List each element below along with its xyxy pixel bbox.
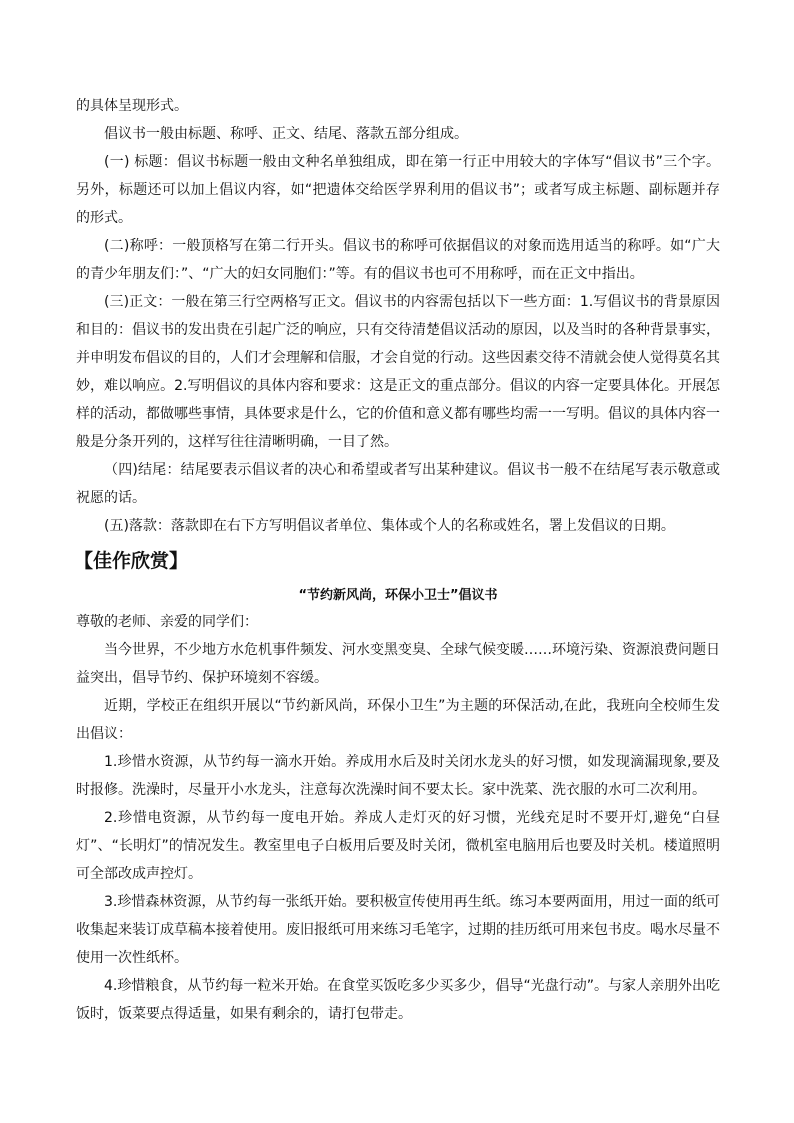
essay-paragraph-4: 2.珍惜电资源，从节约每一度电开始。养成人走灯灭的好习惯，光线充足时不要开灯,避免“白昼灯”、“长明灯”的情况发生。教室里电子白板用后要及时关闭，微机室电脑用后也要及时关机。楼道照明可全部改成声控灯。 xyxy=(76,810,720,882)
intro-ending-part: （四)结尾：结尾要表示倡议者的决心和希望或者写出某种建议。倡议书一般不在结尾写表示敬意或祝愿的话。 xyxy=(76,462,720,506)
intro-continuation: 的具体呈现形式。 xyxy=(76,98,188,114)
essay-salutation: 尊敬的老师、亲爱的同学们： xyxy=(76,614,258,630)
intro-salutation-part: (二)称呼：一般顶格写在第二行开头。倡议书的称呼可依据倡议的对象而选用适当的称呼。如“广大的青少年朋友们：”、“广大的妇女同胞们：”等。有的倡议书也可不用称呼，而在正文中指出。 xyxy=(76,238,720,282)
essay-title: “节约新风尚，环保小卫士”倡议书 xyxy=(298,588,498,603)
intro-title-part: (一) 标题：倡议书标题一般由文种名单独组成，即在第一行正中用较大的字体写“倡议书”三个字。另外，标题还可以加上倡议内容，如“把遗体交给医学界利用的倡议书”；或者写成主标题、副标题并存的形式。 xyxy=(76,154,720,226)
essay-paragraph-6: 4.珍惜粮食，从节约每一粒米开始。在食堂买饭吃多少买多少，倡导“光盘行动”。与家人亲朋外出吃饭时，饭菜要点得适量，如果有剩余的，请打包带走。 xyxy=(76,978,720,1022)
section-heading: 【佳作欣赏】 xyxy=(74,550,189,572)
essay-paragraph-3: 1.珍惜水资源，从节约每一滴水开始。养成用水后及时关闭水龙头的好习惯，如发现滴漏现象,要及时报修。洗澡时，尽量开小水龙头，注意每次洗澡时间不要太长。家中洗菜、洗衣服的水可二次利用。 xyxy=(76,754,720,798)
intro-summary: 倡议书一般由标题、称呼、正文、结尾、落款五部分组成。 xyxy=(104,126,468,142)
intro-body-part: (三)正文：一般在第三行空两格写正文。倡议书的内容需包括以下一些方面：1.写倡议书的背景原因和目的：倡议书的发出贵在引起广泛的响应，只有交待清楚倡议活动的原因，以及当时的各种背景事实，并申明发布倡议的目的，人们才会理解和信服，才会自觉的行动。这些因素交待不清就会使人觉得莫名其妙，难以响应。2.写明倡议的具体内容和要求：这是正文的重点部分。倡议的内容一定要具体化。开展怎样的活动，都做哪些事情，具体要求是什么，它的价值和意义都有哪些均需一一写明。倡议的具体内容一般是分条开列的，这样写往往清晰明确，一目了然。 xyxy=(76,294,720,450)
essay-paragraph-5: 3.珍惜森林资源，从节约每一张纸开始。要积极宣传使用再生纸。练习本要两面用，用过一面的纸可收集起来装订成草稿本接着使用。废旧报纸可用来练习毛笔字，过期的挂历纸可用来包书皮。喝水尽量不使用一次性纸杯。 xyxy=(76,894,720,966)
essay-paragraph-2: 近期，学校正在组织开展以“节约新风尚，环保小卫生”为主题的环保活动,在此，我班向全校师生发出倡议： xyxy=(76,698,720,742)
intro-signature-part: (五)落款：落款即在右下方写明倡议者单位、集体或个人的名称或姓名，署上发倡议的日期。 xyxy=(104,518,675,534)
document-page xyxy=(76,92,720,1028)
essay-paragraph-1: 当今世界，不少地方水危机事件频发、河水变黑变臭、全球气候变暖……环境污染、资源浪费问题日益突出，倡导节约、保护环境刻不容缓。 xyxy=(76,642,720,686)
